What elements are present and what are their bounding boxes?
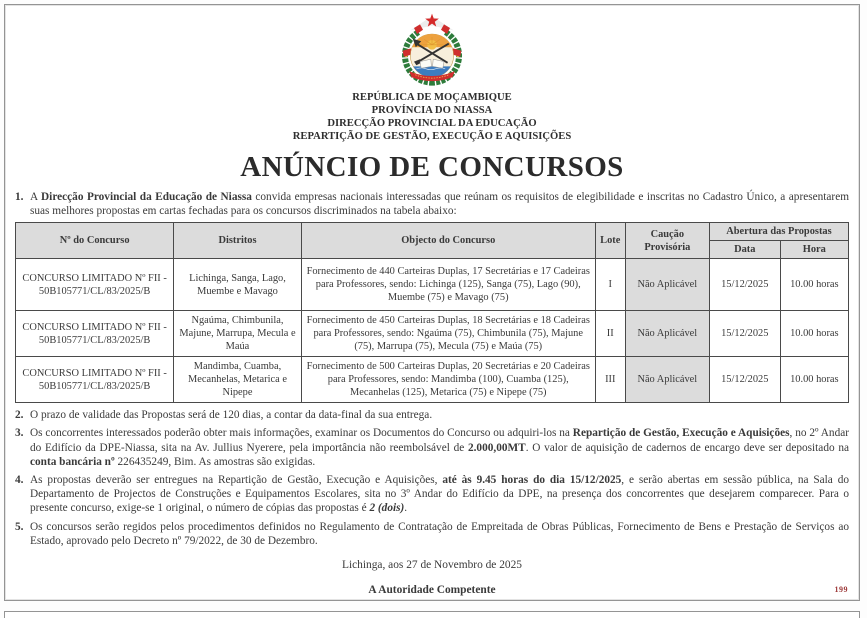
- place-date-line: Lichinga, aos 27 de Novembro de 2025: [342, 559, 522, 572]
- org-line-department: REPARTIÇÃO DE GESTÃO, EXECUÇÃO E AQUISIÇÕES: [292, 130, 572, 142]
- paragraph-2: 2. O prazo de validade das Propostas será de 120 dias, a contar da data-final da sua entrega.: [15, 409, 433, 422]
- cell-hora: 10.00 horas: [780, 259, 848, 311]
- cell-objecto: Fornecimento de 440 Carteiras Duplas, 17 Secretárias e 17 Cadeiras para Professores, sendo: Lichinga (125), Sanga (75), Lago (90), Muembe (75) e Mavago (75): [301, 259, 595, 311]
- cell-caucao: Não Aplicável: [625, 357, 709, 403]
- organization-lines: [15, 92, 849, 144]
- header-data: Data: [709, 241, 780, 259]
- paragraph-number: 4.: [15, 474, 24, 486]
- cell-hora: 10.00 horas: [780, 311, 848, 357]
- cell-distritos: Lichinga, Sanga, Lago, Muembe e Mavago: [174, 259, 301, 311]
- next-document-frame: [4, 611, 860, 618]
- document-frame: [4, 4, 860, 601]
- paragraph-number: 1.: [15, 190, 24, 203]
- paragraph-list: [15, 190, 849, 218]
- org-line-directorate: DIRECÇÃO PROVINCIAL DA EDUCAÇÃO: [327, 117, 537, 129]
- cell-hora: 10.00 horas: [780, 357, 848, 403]
- header-lote: Lote: [595, 223, 625, 259]
- cell-data: 15/12/2025: [709, 311, 780, 357]
- org-line-republic: REPÚBLICA DE MOÇAMBIQUE: [352, 92, 512, 103]
- paragraph-number: 3.: [15, 427, 24, 440]
- paragraph-3: 3. Os concorrentes interessados poderão obter mais informações, examinar os Documentos do Concurso ou adquiri-los na Repartição de Gestão, Execução e Aquisições, no 2º Andar do Edifício da DPE-Niassa, sita na Av. Jullius Nyerere, pela importância não reembolsável de 2.000,00MT. O valor de aquisição de cadernos de encargo deve ser depositado na conta bancária nº 226435249, Bim. As amostras são exigidas.: [15, 427, 849, 468]
- paragraph-5: 5. Os concursos serão regidos pelos procedimentos definidos no Regulamento de Contratação de Empreitada de Obras Públicas, Fornecimento de Bens e Prestação de Serviços ao Estado, aprovado pelo Decreto nº 79/2022, de 30 de Dezembro.: [15, 520, 849, 547]
- paragraph-number: 2.: [15, 409, 24, 422]
- header-caucao: Caução Provisória: [625, 223, 709, 259]
- paragraph-1: 1. A Direcção Provincial da Educação de Niassa convida empresas nacionais interessadas que reúnam os requisitos de elegibilidade e inscritas no Cadastro Único, a apresentarem suas melhores propostas em cartas fechadas para os concursos discriminados na tabela abaixo:: [15, 190, 849, 217]
- header-hora: Hora: [780, 241, 848, 259]
- cell-concurso: CONCURSO LIMITADO Nº FII - 50B105771/CL/83/2025/B: [16, 311, 174, 357]
- header-distritos: Distritos: [174, 223, 301, 259]
- cell-objecto: Fornecimento de 450 Carteiras Duplas, 18 Secretárias e 18 Cadeiras para Professores, sendo: Ngaúma (75), Chimbunila (75), Majune (75), Marrupa (75), Mecula (75) e Maúa (75): [301, 311, 595, 357]
- cell-caucao: Não Aplicável: [625, 311, 709, 357]
- cell-objecto: Fornecimento de 500 Carteiras Duplas, 20 Secretárias e 20 Cadeiras para Professores, sendo: Mandimba (100), Cuamba (125), Mecanhelas (125), Metarica (75) e Nipepe (75): [301, 357, 595, 403]
- cell-data: 15/12/2025: [709, 357, 780, 403]
- document-header: [15, 12, 849, 144]
- table-row: [16, 259, 849, 311]
- table-header: [16, 223, 849, 259]
- paragraph-number: 5.: [15, 520, 24, 533]
- header-objecto: Objecto do Concurso: [301, 223, 595, 259]
- header-abertura: Abertura das Propostas: [709, 223, 848, 241]
- cell-lote: I: [595, 259, 625, 311]
- cell-lote: III: [595, 357, 625, 403]
- table-row: [16, 357, 849, 403]
- page-title: ANÚNCIO DE CONCURSOS: [240, 150, 624, 183]
- org-line-province: PROVÍNCIA DO NIASSA: [371, 104, 493, 116]
- tenders-table: [15, 222, 849, 403]
- table-row: [16, 311, 849, 357]
- header-concurso: Nº do Concurso: [16, 223, 174, 259]
- cell-concurso: CONCURSO LIMITADO Nº FII - 50B105771/CL/83/2025/B: [16, 357, 174, 403]
- cell-distritos: Mandimba, Cuamba, Mecanhelas, Metarica e Nipepe: [174, 357, 301, 403]
- cell-distritos: Ngaúma, Chimbunila, Majune, Marrupa, Mecula e Maúa: [174, 311, 301, 357]
- paragraph-list: [15, 408, 849, 548]
- cell-caucao: Não Aplicável: [625, 259, 709, 311]
- cell-data: 15/12/2025: [709, 259, 780, 311]
- paragraph-4: 4. As propostas deverão ser entregues na Repartição de Gestão, Execução e Aquisições, até às 9.45 horas do dia 15/12/2025, e serão abertas em sessão pública, na Sala do Departamento de Projectos de Construções e Equipamentos Escolares, sita no 3º Andar do Edifício da DPE, na presença dos concorrentes que desejarem comparecer. Para o presente concurso, exige-se 1 original, o número de cópias das propostas é 2 (dois).: [15, 474, 849, 515]
- page-number: 199: [834, 585, 848, 594]
- cell-concurso: CONCURSO LIMITADO Nº FII - 50B105771/CL/83/2025/B: [16, 259, 174, 311]
- authority-line: A Autoridade Competente: [368, 584, 496, 597]
- cell-lote: II: [595, 311, 625, 357]
- mozambique-coat-of-arms-icon: [396, 12, 468, 86]
